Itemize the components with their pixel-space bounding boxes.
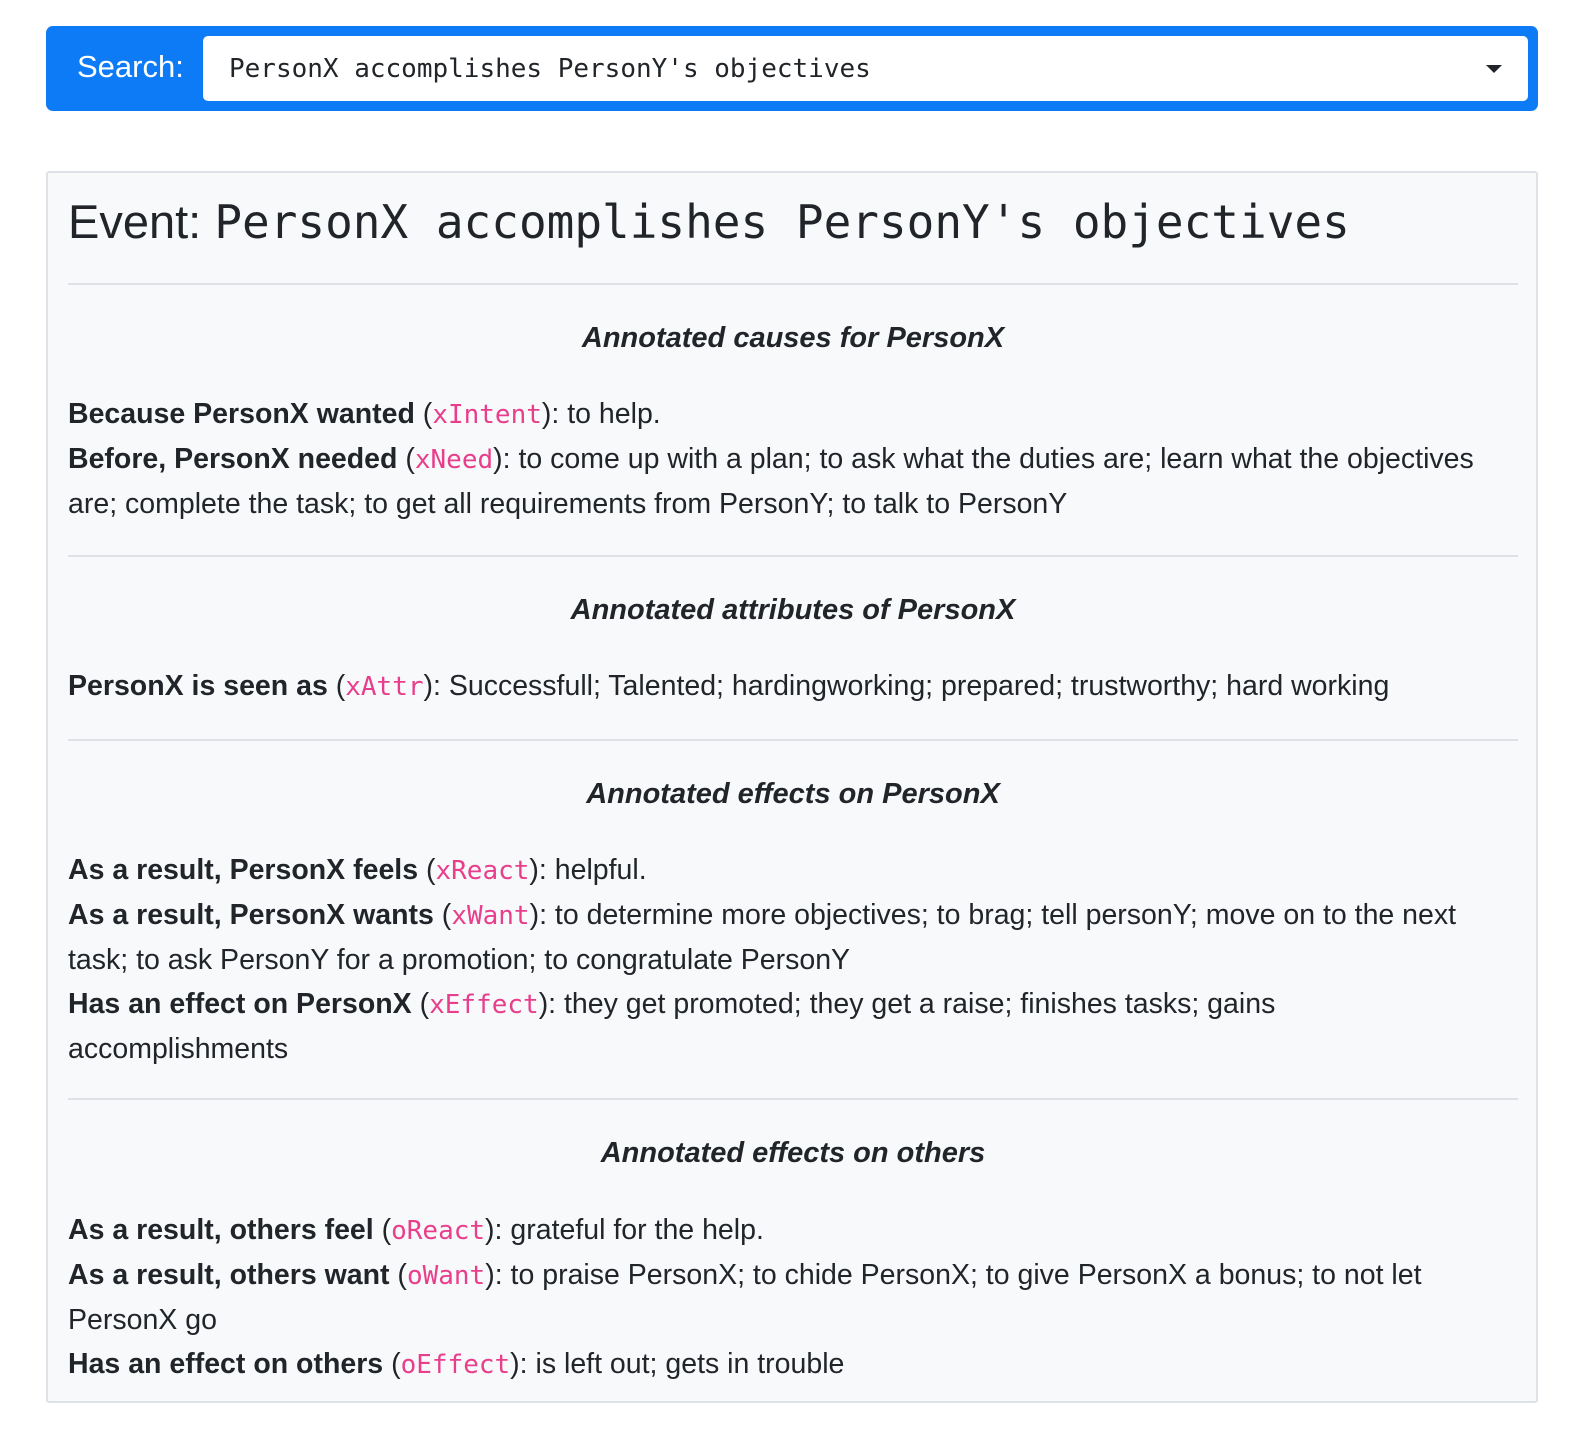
relation-code: oReact [391, 1216, 486, 1246]
entry-value: to praise PersonX; to chide PersonX; to give PersonX a bonus; to not let PersonX go [68, 1259, 1422, 1336]
section-entries-effects-personx [68, 848, 1498, 1071]
entry-label: Because PersonX wanted [68, 398, 415, 430]
event-card [46, 171, 1538, 1403]
relation-code: xReact [435, 856, 530, 886]
search-select[interactable] [203, 36, 1528, 101]
entry-xwant: As a result, PersonX wants (xWant): to determine more objectives; to brag; tell personY; move on to the next task; to ask PersonY for a promotion; to congratulate PersonY [68, 899, 1457, 976]
entry-label: As a result, PersonX wants [68, 899, 434, 931]
entry-label: PersonX is seen as [68, 670, 328, 702]
relation-code: xNeed [414, 445, 494, 475]
entry-value: to help. [567, 398, 661, 430]
relation-code: xIntent [432, 400, 542, 430]
entry-label: As a result, PersonX feels [68, 854, 419, 886]
section-title-attributes: Annotated attributes of PersonX [570, 594, 1016, 626]
event-title [68, 189, 1350, 255]
section-entries-causes [68, 392, 1498, 526]
divider [68, 283, 1518, 285]
entry-xeffect: Has an effect on PersonX (xEffect): they get promoted; they get a raise; finishes tasks; gains accomplishments [68, 988, 1276, 1065]
entry-value: to determine more objectives; to brag; tell personY; move on to the next task; to ask PersonY for a promotion; to congratulate PersonY [68, 899, 1457, 976]
entry-label: Before, PersonX needed [68, 443, 398, 475]
entry-xintent: Because PersonX wanted (xIntent): to help. [68, 398, 661, 430]
divider [68, 555, 1518, 557]
relation-code: xWant [451, 901, 530, 931]
entry-oreact: As a result, others feel (oReact): grateful for the help. [68, 1214, 764, 1246]
entry-label: Has an effect on PersonX [68, 988, 412, 1020]
entry-label: Has an effect on others [68, 1348, 384, 1380]
entry-value: Successfull; Talented; hardingworking; prepared; trustworthy; hard working [448, 670, 1390, 702]
entry-label: As a result, others want [68, 1259, 390, 1291]
relation-code: xAttr [345, 672, 424, 702]
entry-value: they get promoted; they get a raise; finishes tasks; gains accomplishments [68, 988, 1276, 1065]
section-entries-effects-others [68, 1208, 1498, 1387]
entry-oeffect: Has an effect on others (oEffect): is left out; gets in trouble [68, 1348, 845, 1380]
relation-code: xEffect [429, 990, 539, 1020]
event-text: PersonX accomplishes PersonY's objectives [214, 195, 1350, 249]
entry-xneed: Before, PersonX needed (xNeed): to come up with a plan; to ask what the duties are; learn what the objectives are; complete the task; to get all requirements from PersonY; to talk to PersonY [68, 443, 1474, 520]
search-label: Search: [77, 49, 184, 84]
event-prefix: Event: [68, 195, 202, 248]
entry-value: grateful for the help. [510, 1214, 764, 1246]
entry-value: is left out; gets in trouble [535, 1348, 845, 1380]
entry-xattr: PersonX is seen as (xAttr): Successfull; Talented; hardingworking; prepared; trustworthy; hard working [68, 670, 1390, 702]
entry-label: As a result, others feel [68, 1214, 374, 1246]
section-title-effects-others: Annotated effects on others [600, 1137, 986, 1169]
entry-owant: As a result, others want (oWant): to praise PersonX; to chide PersonX; to give PersonX a bonus; to not let PersonX go [68, 1259, 1422, 1336]
section-title-effects-personx: Annotated effects on PersonX [586, 778, 1000, 810]
relation-code: oWant [406, 1261, 486, 1291]
divider [68, 1098, 1518, 1100]
search-bar [46, 26, 1538, 111]
entry-value: to come up with a plan; to ask what the duties are; learn what the objectives are; complete the task; to get all requirements from PersonY; to talk to PersonY [68, 443, 1474, 520]
entry-value: helpful. [554, 854, 647, 886]
section-title-causes: Annotated causes for PersonX [581, 322, 1005, 354]
divider [68, 739, 1518, 741]
section-entries-attributes [68, 664, 1498, 709]
entry-xreact: As a result, PersonX feels (xReact): helpful. [68, 854, 647, 886]
relation-code: oEffect [400, 1350, 511, 1380]
caret-down-icon[interactable] [1486, 65, 1502, 73]
search-value: PersonX accomplishes PersonY's objectives [229, 54, 871, 84]
